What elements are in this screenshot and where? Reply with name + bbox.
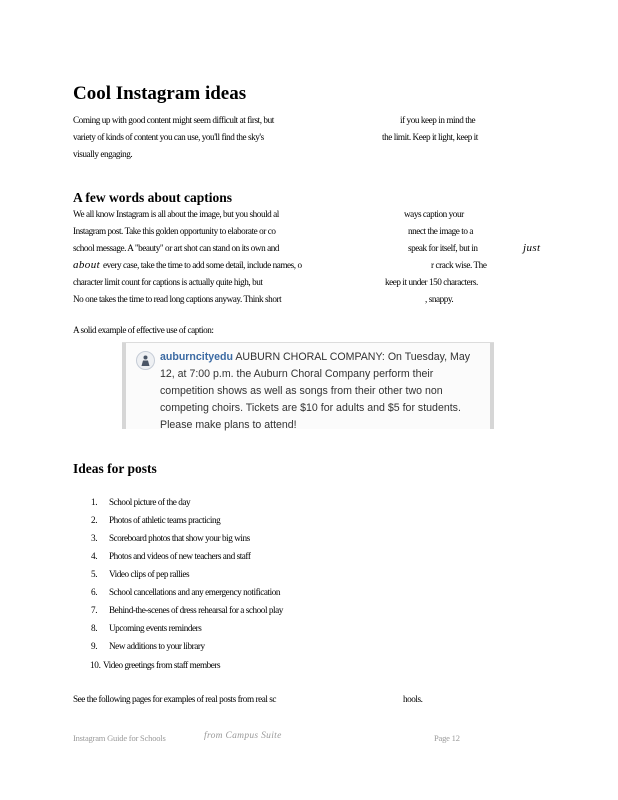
captions-line-4b: every case, take the time to add some detail, include names, o: [103, 260, 302, 270]
list-item-text: School cancellations and any emergency notification: [109, 587, 281, 597]
list-item-text: Photos and videos of new teachers and staff: [109, 551, 251, 561]
page-title: Cool Instagram ideas: [73, 83, 247, 104]
captions-line-5a: character limit count for captions is actually quite high, but: [73, 277, 263, 287]
captions-line-6a: No one takes the time to read long captions anyway. Think short: [73, 294, 282, 304]
captions-line-2b: nnect the image to a: [408, 226, 473, 236]
list-item-text: Video greetings from staff members: [103, 660, 221, 670]
intro-line-1b: if you keep in mind the: [400, 115, 476, 125]
post-caption-text: AUBURN CHORAL COMPANY: On Tuesday, May 12, at 7:00 p.m. the Auburn Choral Company perform their competition shows as well as songs from their other two non competing choirs. Tickets are $10 for adults and $5 for students. Please make plans to attend!: [160, 351, 471, 431]
footer-publisher: from Campus Suite: [204, 731, 282, 741]
intro-line-1a: Coming up with good content might seem difficult at first, but: [73, 115, 274, 125]
intro-line-3: visually engaging.: [73, 149, 133, 159]
captions-line-3b: speak for itself, but in: [408, 243, 478, 253]
captions-line-2a: Instagram post. Take this golden opportunity to elaborate or co: [73, 226, 276, 236]
example-label: A solid example of effective use of caption:: [73, 325, 214, 335]
list-item-text: New additions to your library: [109, 641, 205, 651]
see-following-line-b: hools.: [403, 694, 423, 704]
list-item-number: 6.: [91, 587, 98, 597]
list-item-number: 9.: [91, 641, 98, 651]
ideas-heading: Ideas for posts: [73, 461, 157, 476]
list-item-text: Photos of athletic teams practicing: [109, 515, 221, 525]
intro-line-2b: the limit. Keep it light, keep it: [382, 132, 478, 142]
captions-line-5b: keep it under 150 characters.: [385, 277, 478, 287]
list-item-number: 4.: [91, 551, 98, 561]
choir-logo-icon: [136, 351, 155, 370]
list-item-text: Scoreboard photos that show your big wins: [109, 533, 250, 543]
captions-heading: A few words about captions: [73, 190, 233, 205]
list-item-number: 7.: [91, 605, 98, 615]
captions-emphasis-about: about: [73, 259, 101, 271]
captions-line-1b: ways caption your: [404, 209, 464, 219]
captions-line-4c: r crack wise. The: [431, 260, 487, 270]
post-username: auburncityedu: [160, 351, 233, 363]
footer-page-number: Page 12: [434, 733, 460, 743]
list-item-number: 8.: [91, 623, 98, 633]
image-edge-right: [490, 343, 494, 429]
captions-line-6b: , snappy.: [425, 294, 454, 304]
example-post-caption: [160, 349, 486, 434]
list-item-text: Behind-the-scenes of dress rehearsal for a school play: [109, 605, 283, 615]
image-edge-left: [122, 343, 126, 429]
list-item-number: 10.: [90, 660, 101, 670]
list-item-number: 3.: [91, 533, 98, 543]
captions-line-3a: school message. A "beauty" or art shot can stand on its own and: [73, 243, 279, 253]
list-item-number: 5.: [91, 569, 98, 579]
captions-emphasis-just: just: [523, 242, 541, 254]
captions-line-1a: We all know Instagram is all about the image, but you should al: [73, 209, 279, 219]
list-item-text: School picture of the day: [109, 497, 191, 507]
example-post-image: [122, 342, 494, 429]
list-item-number: 1.: [91, 497, 98, 507]
list-item-number: 2.: [91, 515, 98, 525]
list-item-text: Video clips of pep rallies: [109, 569, 190, 579]
list-item-text: Upcoming events reminders: [109, 623, 202, 633]
see-following-line-a: See the following pages for examples of real posts from real sc: [73, 694, 277, 704]
intro-line-2a: variety of kinds of content you can use, you'll find the sky's: [73, 132, 264, 142]
footer-guide-title: Instagram Guide for Schools: [73, 733, 166, 743]
